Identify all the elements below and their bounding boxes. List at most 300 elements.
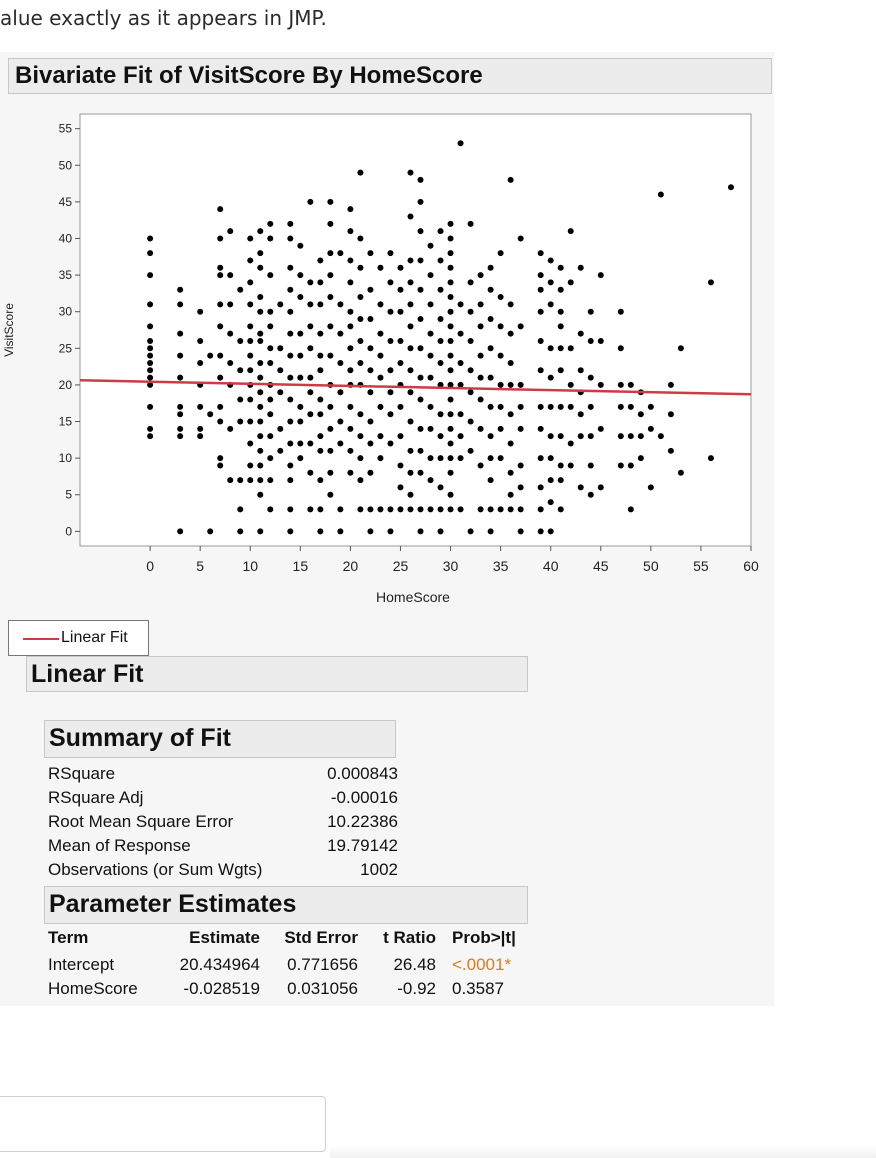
data-point[interactable] [317, 448, 323, 454]
data-point[interactable] [237, 338, 243, 344]
data-point[interactable] [257, 462, 263, 468]
data-point[interactable] [277, 389, 283, 395]
data-point[interactable] [317, 477, 323, 483]
data-point[interactable] [458, 433, 464, 439]
data-point[interactable] [558, 506, 564, 512]
data-point[interactable] [498, 382, 504, 388]
data-point[interactable] [307, 470, 313, 476]
data-point[interactable] [247, 257, 253, 263]
data-point[interactable] [558, 433, 564, 439]
data-point[interactable] [448, 323, 454, 329]
data-point[interactable] [668, 382, 674, 388]
data-point[interactable] [468, 419, 474, 425]
data-point[interactable] [568, 279, 574, 285]
data-point[interactable] [327, 323, 333, 329]
data-point[interactable] [438, 411, 444, 417]
data-point[interactable] [177, 353, 183, 359]
data-point[interactable] [197, 404, 203, 410]
data-point[interactable] [257, 419, 263, 425]
data-point[interactable] [207, 528, 213, 534]
data-point[interactable] [377, 331, 383, 337]
data-point[interactable] [397, 506, 403, 512]
data-point[interactable] [588, 462, 594, 468]
data-point[interactable] [558, 265, 564, 271]
data-point[interactable] [478, 272, 484, 278]
data-point[interactable] [397, 287, 403, 293]
data-point[interactable] [247, 419, 253, 425]
data-point[interactable] [428, 426, 434, 432]
data-point[interactable] [498, 404, 504, 410]
data-point[interactable] [357, 170, 363, 176]
data-point[interactable] [407, 492, 413, 498]
data-point[interactable] [287, 287, 293, 293]
data-point[interactable] [307, 279, 313, 285]
data-point[interactable] [397, 484, 403, 490]
data-point[interactable] [147, 323, 153, 329]
data-point[interactable] [648, 426, 654, 432]
data-point[interactable] [377, 265, 383, 271]
data-point[interactable] [488, 375, 494, 381]
data-point[interactable] [267, 477, 273, 483]
data-point[interactable] [418, 375, 424, 381]
data-point[interactable] [448, 353, 454, 359]
data-point[interactable] [548, 345, 554, 351]
data-point[interactable] [628, 382, 634, 388]
data-point[interactable] [458, 301, 464, 307]
data-point[interactable] [508, 360, 514, 366]
data-point[interactable] [257, 250, 263, 256]
data-point[interactable] [317, 506, 323, 512]
data-point[interactable] [648, 484, 654, 490]
data-point[interactable] [347, 309, 353, 315]
data-point[interactable] [357, 455, 363, 461]
data-point[interactable] [538, 455, 544, 461]
data-point[interactable] [418, 287, 424, 293]
data-point[interactable] [257, 389, 263, 395]
data-point[interactable] [598, 338, 604, 344]
data-point[interactable] [177, 411, 183, 417]
data-point[interactable] [367, 287, 373, 293]
data-point[interactable] [488, 528, 494, 534]
data-point[interactable] [578, 367, 584, 373]
data-point[interactable] [337, 360, 343, 366]
data-point[interactable] [548, 433, 554, 439]
data-point[interactable] [478, 506, 484, 512]
data-point[interactable] [337, 506, 343, 512]
data-point[interactable] [478, 323, 484, 329]
data-point[interactable] [498, 426, 504, 432]
data-point[interactable] [538, 309, 544, 315]
data-point[interactable] [618, 433, 624, 439]
data-point[interactable] [377, 301, 383, 307]
data-point[interactable] [498, 294, 504, 300]
data-point[interactable] [347, 367, 353, 373]
data-point[interactable] [367, 250, 373, 256]
data-point[interactable] [678, 470, 684, 476]
data-point[interactable] [407, 419, 413, 425]
data-point[interactable] [347, 404, 353, 410]
data-point[interactable] [448, 294, 454, 300]
data-point[interactable] [307, 389, 313, 395]
data-point[interactable] [217, 455, 223, 461]
data-point[interactable] [217, 419, 223, 425]
data-point[interactable] [558, 309, 564, 315]
data-point[interactable] [247, 338, 253, 344]
data-point[interactable] [618, 309, 624, 315]
data-point[interactable] [217, 375, 223, 381]
report-title[interactable]: Bivariate Fit of VisitScore By HomeScore [8, 58, 772, 94]
data-point[interactable] [357, 235, 363, 241]
data-point[interactable] [498, 455, 504, 461]
data-point[interactable] [257, 448, 263, 454]
data-point[interactable] [638, 433, 644, 439]
data-point[interactable] [488, 433, 494, 439]
data-point[interactable] [448, 426, 454, 432]
data-point[interactable] [488, 404, 494, 410]
data-point[interactable] [317, 528, 323, 534]
data-point[interactable] [448, 470, 454, 476]
data-point[interactable] [397, 462, 403, 468]
data-point[interactable] [458, 360, 464, 366]
data-point[interactable] [518, 323, 524, 329]
data-point[interactable] [217, 265, 223, 271]
data-point[interactable] [277, 426, 283, 432]
data-point[interactable] [448, 492, 454, 498]
data-point[interactable] [387, 528, 393, 534]
data-point[interactable] [217, 206, 223, 212]
data-point[interactable] [147, 367, 153, 373]
data-point[interactable] [618, 404, 624, 410]
data-point[interactable] [247, 397, 253, 403]
data-point[interactable] [578, 484, 584, 490]
data-point[interactable] [568, 440, 574, 446]
data-point[interactable] [387, 440, 393, 446]
data-point[interactable] [247, 462, 253, 468]
data-point[interactable] [247, 235, 253, 241]
data-point[interactable] [648, 404, 654, 410]
data-point[interactable] [397, 338, 403, 344]
data-point[interactable] [267, 235, 273, 241]
data-point[interactable] [177, 301, 183, 307]
data-point[interactable] [588, 309, 594, 315]
data-point[interactable] [448, 221, 454, 227]
data-point[interactable] [407, 389, 413, 395]
data-point[interactable] [558, 404, 564, 410]
data-point[interactable] [267, 323, 273, 329]
data-point[interactable] [418, 426, 424, 432]
data-point[interactable] [478, 375, 484, 381]
data-point[interactable] [197, 426, 203, 432]
data-point[interactable] [538, 272, 544, 278]
data-point[interactable] [367, 316, 373, 322]
data-point[interactable] [418, 228, 424, 234]
data-point[interactable] [548, 477, 554, 483]
data-point[interactable] [257, 375, 263, 381]
data-point[interactable] [407, 214, 413, 220]
data-point[interactable] [428, 353, 434, 359]
data-point[interactable] [267, 360, 273, 366]
data-point[interactable] [267, 455, 273, 461]
data-point[interactable] [237, 287, 243, 293]
data-point[interactable] [568, 462, 574, 468]
data-point[interactable] [468, 221, 474, 227]
data-point[interactable] [317, 331, 323, 337]
data-point[interactable] [478, 426, 484, 432]
data-point[interactable] [337, 250, 343, 256]
data-point[interactable] [428, 506, 434, 512]
data-point[interactable] [478, 397, 484, 403]
data-point[interactable] [468, 448, 474, 454]
data-point[interactable] [147, 250, 153, 256]
data-point[interactable] [668, 411, 674, 417]
data-point[interactable] [407, 301, 413, 307]
data-point[interactable] [147, 301, 153, 307]
data-point[interactable] [428, 243, 434, 249]
data-point[interactable] [387, 338, 393, 344]
data-point[interactable] [297, 404, 303, 410]
data-point[interactable] [377, 506, 383, 512]
data-point[interactable] [558, 367, 564, 373]
data-point[interactable] [377, 375, 383, 381]
data-point[interactable] [488, 265, 494, 271]
data-point[interactable] [147, 404, 153, 410]
data-point[interactable] [468, 528, 474, 534]
data-point[interactable] [147, 433, 153, 439]
data-point[interactable] [578, 433, 584, 439]
data-point[interactable] [488, 455, 494, 461]
data-point[interactable] [347, 448, 353, 454]
data-point[interactable] [367, 440, 373, 446]
data-point[interactable] [147, 353, 153, 359]
data-point[interactable] [327, 250, 333, 256]
data-point[interactable] [568, 345, 574, 351]
data-point[interactable] [177, 331, 183, 337]
data-point[interactable] [247, 353, 253, 359]
data-point[interactable] [297, 331, 303, 337]
data-point[interactable] [197, 433, 203, 439]
data-point[interactable] [438, 257, 444, 263]
data-point[interactable] [257, 309, 263, 315]
data-point[interactable] [147, 272, 153, 278]
data-point[interactable] [478, 301, 484, 307]
data-point[interactable] [407, 506, 413, 512]
data-point[interactable] [628, 506, 634, 512]
data-point[interactable] [508, 382, 514, 388]
data-point[interactable] [418, 199, 424, 205]
data-point[interactable] [287, 375, 293, 381]
data-point[interactable] [357, 411, 363, 417]
data-point[interactable] [337, 419, 343, 425]
data-point[interactable] [237, 506, 243, 512]
linear-fit-header[interactable]: Linear Fit [26, 656, 528, 692]
data-point[interactable] [508, 506, 514, 512]
data-point[interactable] [568, 228, 574, 234]
data-point[interactable] [618, 382, 624, 388]
data-point[interactable] [317, 411, 323, 417]
data-point[interactable] [317, 433, 323, 439]
data-point[interactable] [307, 411, 313, 417]
data-point[interactable] [478, 462, 484, 468]
data-point[interactable] [387, 309, 393, 315]
data-point[interactable] [428, 404, 434, 410]
data-point[interactable] [277, 367, 283, 373]
data-point[interactable] [448, 397, 454, 403]
data-point[interactable] [387, 506, 393, 512]
data-point[interactable] [387, 367, 393, 373]
data-point[interactable] [508, 411, 514, 417]
data-point[interactable] [327, 426, 333, 432]
data-point[interactable] [438, 360, 444, 366]
data-point[interactable] [147, 375, 153, 381]
data-point[interactable] [508, 301, 514, 307]
data-point[interactable] [227, 228, 233, 234]
data-point[interactable] [468, 367, 474, 373]
data-point[interactable] [257, 331, 263, 337]
data-point[interactable] [428, 331, 434, 337]
data-point[interactable] [257, 433, 263, 439]
data-point[interactable] [147, 345, 153, 351]
data-point[interactable] [287, 462, 293, 468]
data-point[interactable] [538, 484, 544, 490]
data-point[interactable] [147, 235, 153, 241]
data-point[interactable] [508, 440, 514, 446]
data-point[interactable] [458, 331, 464, 337]
data-point[interactable] [498, 323, 504, 329]
data-point[interactable] [337, 389, 343, 395]
data-point[interactable] [518, 528, 524, 534]
data-point[interactable] [357, 316, 363, 322]
data-point[interactable] [568, 382, 574, 388]
data-point[interactable] [438, 455, 444, 461]
data-point[interactable] [668, 448, 674, 454]
data-point[interactable] [548, 279, 554, 285]
data-point[interactable] [357, 506, 363, 512]
data-point[interactable] [588, 375, 594, 381]
data-point[interactable] [598, 382, 604, 388]
data-point[interactable] [498, 353, 504, 359]
data-point[interactable] [297, 353, 303, 359]
data-point[interactable] [297, 455, 303, 461]
data-point[interactable] [377, 404, 383, 410]
data-point[interactable] [257, 294, 263, 300]
data-point[interactable] [227, 301, 233, 307]
data-point[interactable] [247, 301, 253, 307]
data-point[interactable] [518, 382, 524, 388]
data-point[interactable] [658, 433, 664, 439]
data-point[interactable] [297, 375, 303, 381]
data-point[interactable] [518, 462, 524, 468]
data-point[interactable] [428, 375, 434, 381]
data-point[interactable] [227, 477, 233, 483]
data-point[interactable] [317, 257, 323, 263]
data-point[interactable] [618, 462, 624, 468]
data-point[interactable] [548, 404, 554, 410]
data-point[interactable] [558, 477, 564, 483]
data-point[interactable] [708, 279, 714, 285]
data-point[interactable] [407, 367, 413, 373]
data-point[interactable] [448, 309, 454, 315]
data-point[interactable] [307, 440, 313, 446]
data-point[interactable] [628, 433, 634, 439]
data-point[interactable] [337, 331, 343, 337]
data-point[interactable] [337, 301, 343, 307]
data-point[interactable] [458, 411, 464, 417]
data-point[interactable] [377, 455, 383, 461]
data-point[interactable] [267, 345, 273, 351]
data-point[interactable] [287, 353, 293, 359]
data-point[interactable] [658, 192, 664, 198]
data-point[interactable] [618, 345, 624, 351]
data-point[interactable] [327, 470, 333, 476]
data-point[interactable] [438, 287, 444, 293]
data-point[interactable] [267, 397, 273, 403]
data-point[interactable] [177, 433, 183, 439]
data-point[interactable] [217, 272, 223, 278]
data-point[interactable] [397, 265, 403, 271]
data-point[interactable] [307, 375, 313, 381]
data-point[interactable] [387, 279, 393, 285]
data-point[interactable] [448, 265, 454, 271]
data-point[interactable] [448, 279, 454, 285]
data-point[interactable] [377, 433, 383, 439]
data-point[interactable] [367, 345, 373, 351]
data-point[interactable] [418, 316, 424, 322]
data-point[interactable] [357, 477, 363, 483]
data-point[interactable] [588, 404, 594, 410]
data-point[interactable] [518, 506, 524, 512]
data-point[interactable] [287, 477, 293, 483]
data-point[interactable] [287, 397, 293, 403]
data-point[interactable] [247, 367, 253, 373]
data-point[interactable] [508, 177, 514, 183]
data-point[interactable] [548, 375, 554, 381]
data-point[interactable] [347, 470, 353, 476]
data-point[interactable] [538, 506, 544, 512]
data-point[interactable] [678, 345, 684, 351]
data-point[interactable] [367, 389, 373, 395]
data-point[interactable] [257, 228, 263, 234]
data-point[interactable] [558, 287, 564, 293]
data-point[interactable] [448, 506, 454, 512]
data-point[interactable] [387, 389, 393, 395]
data-point[interactable] [327, 492, 333, 498]
data-point[interactable] [458, 506, 464, 512]
data-point[interactable] [548, 257, 554, 263]
data-point[interactable] [257, 492, 263, 498]
data-point[interactable] [448, 440, 454, 446]
data-point[interactable] [478, 353, 484, 359]
data-point[interactable] [347, 228, 353, 234]
data-point[interactable] [277, 345, 283, 351]
data-point[interactable] [438, 316, 444, 322]
data-point[interactable] [638, 455, 644, 461]
data-point[interactable] [247, 279, 253, 285]
data-point[interactable] [357, 433, 363, 439]
data-point[interactable] [538, 250, 544, 256]
data-point[interactable] [588, 338, 594, 344]
data-point[interactable] [327, 353, 333, 359]
data-point[interactable] [347, 279, 353, 285]
data-point[interactable] [518, 404, 524, 410]
data-point[interactable] [217, 353, 223, 359]
data-point[interactable] [217, 404, 223, 410]
data-point[interactable] [217, 323, 223, 329]
data-point[interactable] [468, 338, 474, 344]
data-point[interactable] [237, 528, 243, 534]
data-point[interactable] [237, 419, 243, 425]
data-point[interactable] [418, 528, 424, 534]
data-point[interactable] [538, 367, 544, 373]
